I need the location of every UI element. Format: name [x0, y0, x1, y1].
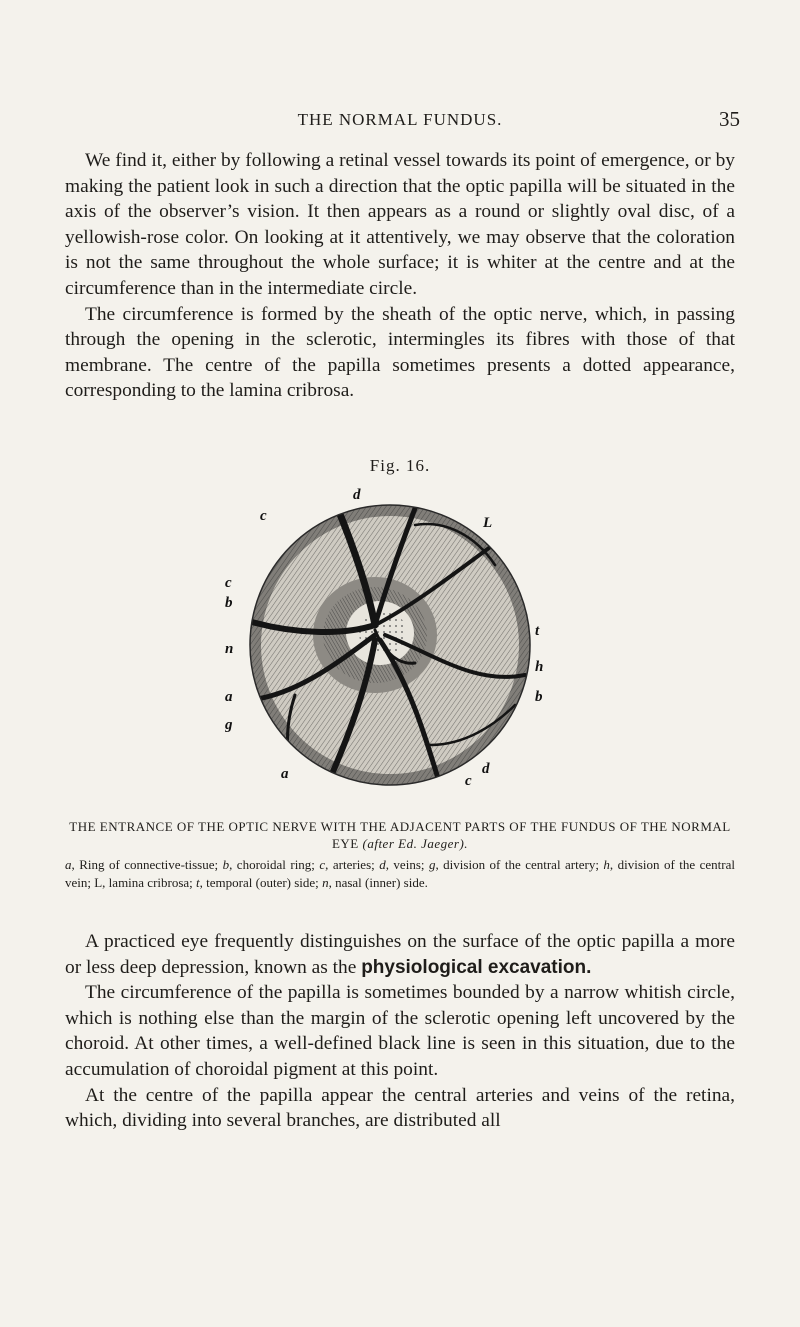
paragraph: The circumference is formed by the sheath of the optic nerve, which, in passing through the opening in the sclerotic, intermingles its fibres with those of that membrane. The centre of the papilla sometimes presents a dotted appearance, corresponding to the lamina cribrosa.	[65, 303, 735, 402]
body-text-bottom	[65, 929, 735, 1134]
legend-text: , division of the central vein; L, lamina cribrosa;	[65, 857, 736, 890]
running-head: THE NORMAL FUNDUS.	[297, 110, 503, 129]
letter-b-left: b	[225, 595, 233, 611]
paragraph-text: A practiced eye frequently distinguishes on the surface of the optic papilla a more or less deep depression, known as the	[65, 931, 735, 978]
caption-source: (after Ed. Jaeger).	[362, 836, 469, 851]
letter-d-bottom: d	[482, 761, 490, 777]
letter-c-bottom: c	[465, 773, 472, 789]
letter-c-left: c	[225, 575, 232, 591]
letter-a: a	[225, 689, 233, 705]
letter-g: g	[225, 717, 233, 733]
legend-key: d	[379, 857, 386, 872]
bold-term: physiological excavation.	[361, 956, 592, 978]
paragraph: At the centre of the papilla appear the central arteries and veins of the retina, which, dividing into several branches, are distributed all	[65, 1084, 735, 1132]
legend-text: , veins;	[385, 857, 429, 872]
paragraph: We find it, either by following a retinal vessel towards its point of emergence, or by making the patient look in such a direction that the optic papilla will be situated in the axis of the observer’s vision. It then appears as a round or slightly oval disc, of a yellowish-rose color. On looking at it attentively, we may observe that the coloration is not the same throughout the whole surface; it is whiter at the centre and at the circumference than in the intermediate circle.	[65, 150, 735, 299]
fundus-engraving	[225, 485, 555, 805]
figure-label: Fig. 16.	[369, 456, 431, 475]
legend-text: , Ring of connective-tissue;	[71, 857, 223, 872]
letter-a-bottom: a	[281, 766, 289, 782]
legend-key: n	[322, 874, 329, 890]
letter-c-top: c	[260, 508, 267, 524]
figure-caption-title	[65, 818, 735, 852]
legend-key: c	[319, 857, 326, 872]
letter-n: n	[225, 641, 234, 657]
legend-key: t	[196, 874, 200, 890]
legend-key: h	[603, 857, 610, 872]
letter-b-right: b	[535, 689, 543, 705]
legend-key: g	[428, 857, 436, 872]
paragraph	[65, 929, 735, 980]
figure-legend	[65, 856, 735, 891]
letter-h: h	[535, 659, 544, 675]
legend-text: , arteries;	[325, 857, 380, 872]
legend-text: , nasal (inner) side.	[328, 874, 428, 890]
legend-text: , choroidal ring;	[229, 857, 320, 872]
legend-key: b	[222, 857, 230, 872]
letter-t: t	[535, 623, 540, 639]
body-text-top	[65, 148, 735, 404]
caption-main: THE ENTRANCE OF THE OPTIC NERVE WITH THE ADJACENT PARTS OF THE FUNDUS OF THE NORMAL EYE	[69, 819, 731, 851]
legend-text: , temporal (outer) side;	[199, 874, 323, 890]
page-number: 35	[719, 107, 740, 131]
letter-L: L	[483, 515, 493, 531]
page-header	[60, 107, 740, 135]
fundus-illustration	[225, 485, 555, 805]
paragraph: The circumference of the papilla is sometimes bounded by a narrow whitish circle, which is nothing else than the margin of the sclerotic opening left uncovered by the choroid. At other times, a well-defined black line is seen in this situation, due to the accumulation of choroidal pigment at this point.	[65, 982, 735, 1080]
letter-d-top: d	[353, 487, 361, 503]
legend-text: , division of the central artery;	[435, 857, 604, 872]
legend-key: a	[65, 857, 72, 872]
